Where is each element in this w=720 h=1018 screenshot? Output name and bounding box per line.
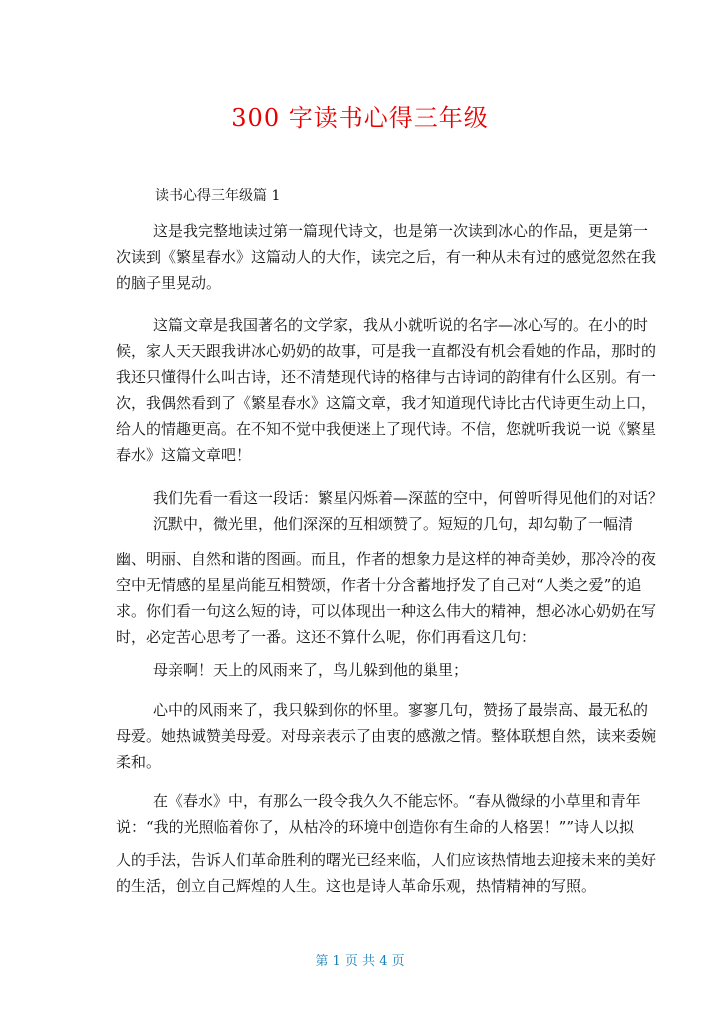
paragraph (116, 218, 676, 296)
text-line: 说：“我的光照临着你了，从枯冷的环境中创造你有生命的人格罢！””诗人以拟 (116, 818, 635, 836)
section-heading: 读书心得三年级篇 1 (155, 188, 281, 204)
text-line: 的脑子里晃动。 (116, 274, 222, 292)
paragraph (116, 657, 676, 683)
text-line: 人的手法，告诉人们革命胜利的曙光已经来临，人们应该热情地去迎接未来的美好 (116, 851, 657, 869)
text-line: 候，家人天天跟我讲冰心奶奶的故事，可是我一直都没有机会看她的作品，那时的 (116, 342, 657, 360)
paragraph (116, 788, 676, 840)
document-title: 300 字读书心得三年级 (231, 104, 489, 132)
paragraph (116, 312, 676, 468)
paragraph (116, 485, 676, 537)
text-line: 母亲啊！天上的风雨来了，鸟儿躲到他的巢里； (153, 661, 469, 679)
text-line: 我们先看一看这一段话：繁星闪烁着—深蓝的空中，何曾听得见他们的对话？ (153, 489, 664, 507)
paragraph (116, 546, 676, 650)
page-number: 第 1 页 共 4 页 (315, 954, 405, 969)
text-line: 的生活，创立自己辉煌的人生。这也是诗人革命乐观，热情精神的写照。 (116, 877, 597, 895)
text-line: 次读到《繁星春水》这篇动人的大作，读完之后，有一种从未有过的感觉忽然在我 (116, 248, 657, 266)
text-line: 空中无情感的星星尚能互相赞颂，作者十分含蓄地抒发了自己对“人类之爱”的追 (116, 576, 642, 594)
text-line: 这是我完整地读过第一篇现代诗文，也是第一次读到冰心的作品，更是第一 (153, 222, 649, 240)
text-line: 幽、明丽、自然和谐的图画。而且，作者的想象力是这样的神奇美妙，那冷冷的夜 (116, 550, 657, 568)
text-line: 求。你们看一句这么短的诗，可以体现出一种这么伟大的精神，想必冰心奶奶在写 (116, 602, 657, 620)
text-line: 沉默中，微光里，他们深深的互相颂赞了。短短的几句，却勾勒了一幅清 (153, 515, 634, 533)
text-line: 柔和。 (116, 753, 162, 771)
text-line: 心中的风雨来了，我只躲到你的怀里。寥寥几句，赞扬了最崇高、最无私的 (153, 701, 649, 719)
text-line: 母爱。她热诚赞美母爱。对母亲表示了由衷的感激之情。整体联想自然，读来委婉 (116, 727, 657, 745)
text-line: 这篇文章是我国著名的文学家，我从小就听说的名字—冰心写的。在小的时 (153, 316, 649, 334)
text-line: 给人的情趣更高。在不知不觉中我便迷上了现代诗。不信，您就听我说一说《繁星 (116, 420, 657, 438)
text-line: 时，必定苦心思考了一番。这还不算什么呢，你们再看这几句： (116, 628, 537, 646)
text-line: 在《春水》中，有那么一段令我久久不能忘怀。“春从微绿的小草里和青年 (153, 792, 641, 810)
text-line: 次，我偶然看到了《繁星春水》这篇文章，我才知道现代诗比古代诗更生动上口， (116, 394, 657, 412)
paragraph (116, 847, 676, 899)
text-line: 我还只懂得什么叫古诗，还不清楚现代诗的格律与古诗词的韵律有什么区别。有一 (116, 368, 657, 386)
text-line: 春水》这篇文章吧！ (116, 446, 252, 464)
paragraph (116, 697, 676, 775)
